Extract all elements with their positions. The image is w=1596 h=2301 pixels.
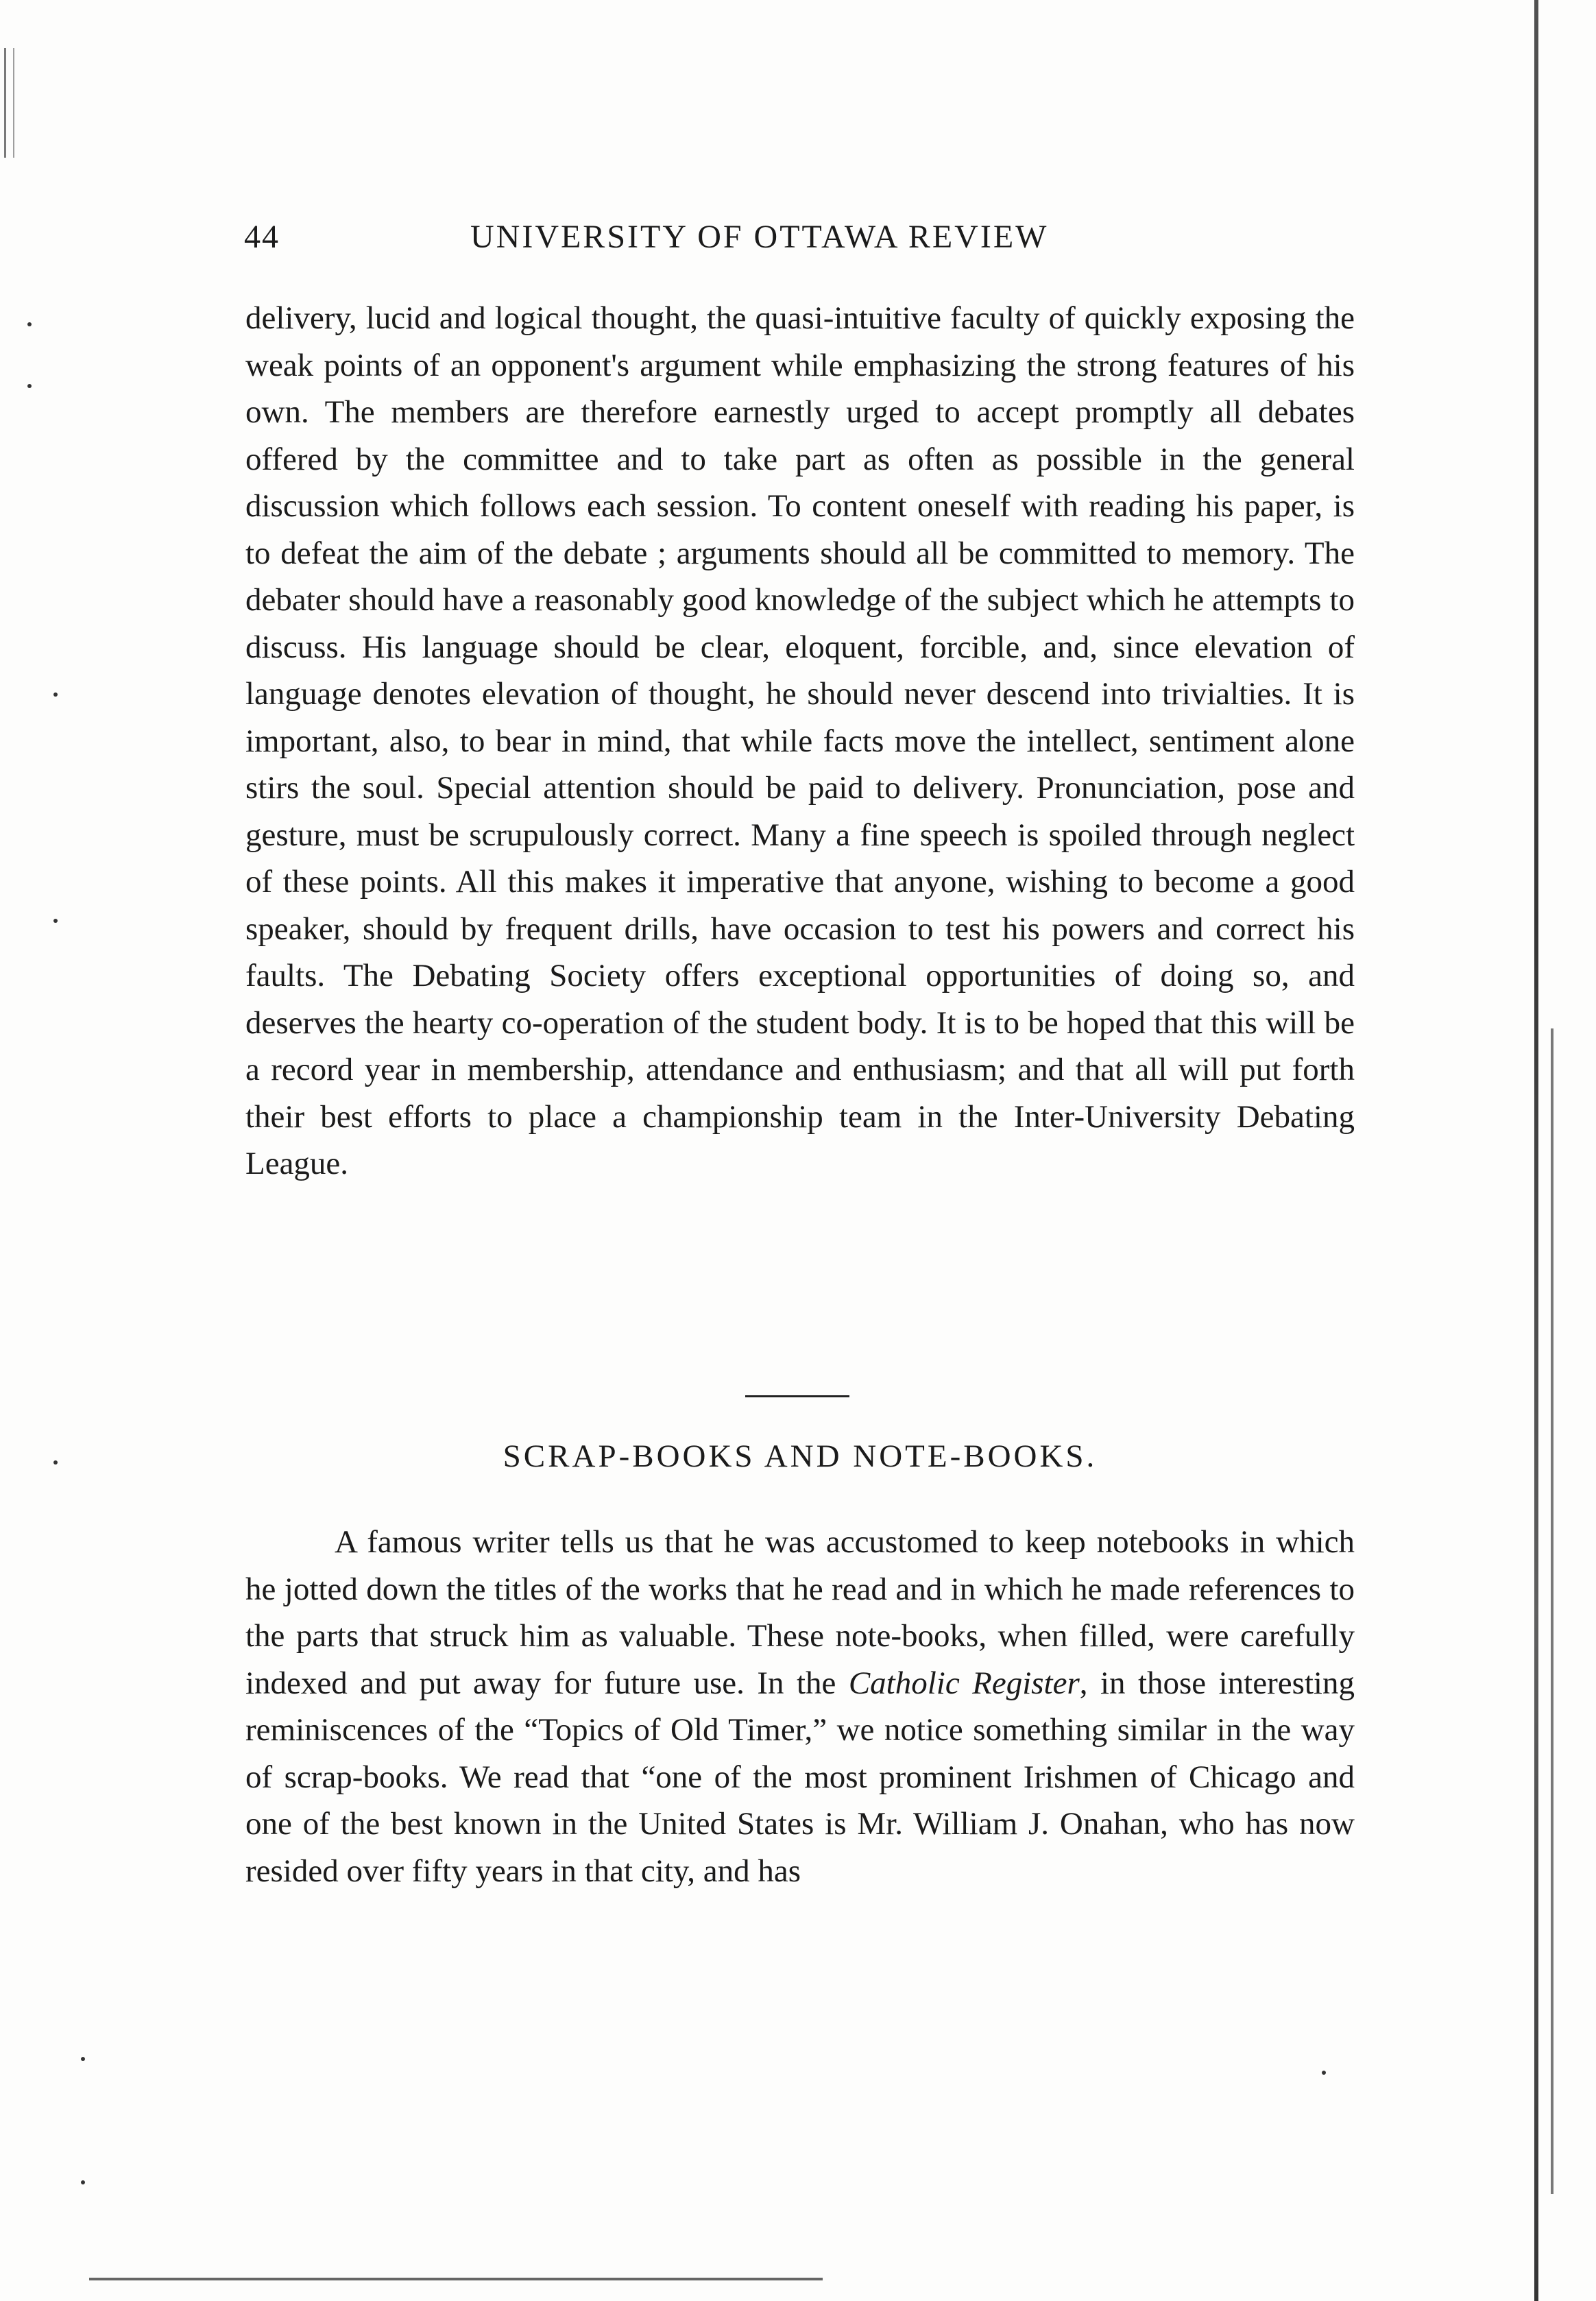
body-paragraph-2 [245,1519,1355,1894]
scan-speck [27,322,32,326]
scan-speck [53,1460,58,1465]
newspaper-title: Catholic Register [848,1665,1080,1701]
scan-bottom-line [89,2278,823,2280]
section-heading: SCRAP-BOOKS AND NOTE-BOOKS. [503,1438,1098,1474]
running-header [244,218,1355,267]
page-number: 44 [244,219,280,255]
scan-edge-left [4,48,14,158]
body-paragraph-1 [245,295,1355,1188]
scan-speck [81,2057,85,2061]
body-paragraph-1-text: delivery, lucid and logical thought, the quasi-intuitive faculty of quickly exposing the weak points of an opponent's argument while emphasizing the strong features of his own. The members are therefore earnestly urged to accept promptly all debates offered by the committee and to take part as often as possible in the general discussion which follows each session. To content oneself with reading his paper, is to defeat the aim of the debate ; arguments should all be committed to memory. The debater should have a reasonably good knowledge of the subject which he attempts to discuss. His language should be clear, eloquent, forcible, and, since elevation of language denotes elevation of thought, he should never descend into trivialties. It is important, also, to bear in mind, that while facts move the intellect, sentiment alone stirs the soul. Special attention should be paid to delivery. Pronunciation, pose and gesture, must be scrupulously correct. Many a fine speech is spoiled through neglect of these points. All this makes it imperative that anyone, wishing to become a good speaker, should by frequent drills, have occasion to test his powers and correct his faults. The Debating Society offers exceptional opportunities of doing so, and deserves the hearty co-operation of the student body. It is to be hoped that this will be a record year in membership, attendance and enthusiasm; and that all will put forth their best efforts to place a championship team in the Inter-University Debating League. [245,300,1355,1181]
running-title: UNIVERSITY OF OTTAWA REVIEW [470,219,1049,255]
body-paragraph-2-text-start: A famous writer tells us that he was accustomed to keep notebooks in which he jotted down the titles of the works that he read and in which he made references to the parts that struck him as valuable. These note-books, when filled, were carefully indexed and put away for future use. In the [245,1524,1355,1701]
scan-speck [27,384,32,388]
body-paragraph-2-text-end: , in those interesting reminiscences of the “Topics of Old Timer,” we notice something similar in the way of scrap-books. We read that “one of the most prominent Irishmen of Chicago and one of the best known in the United States is Mr. William J. Onahan, who has now resided over fifty years in that city, and has [245,1665,1355,1889]
scan-speck [53,692,58,697]
section-divider-rule [745,1395,849,1397]
scan-speck [1322,2071,1326,2075]
scan-speck [81,2180,85,2184]
scan-edge-right-inner [1551,1028,1553,2194]
scan-speck [53,919,58,923]
scan-edge-right [1534,0,1538,2301]
